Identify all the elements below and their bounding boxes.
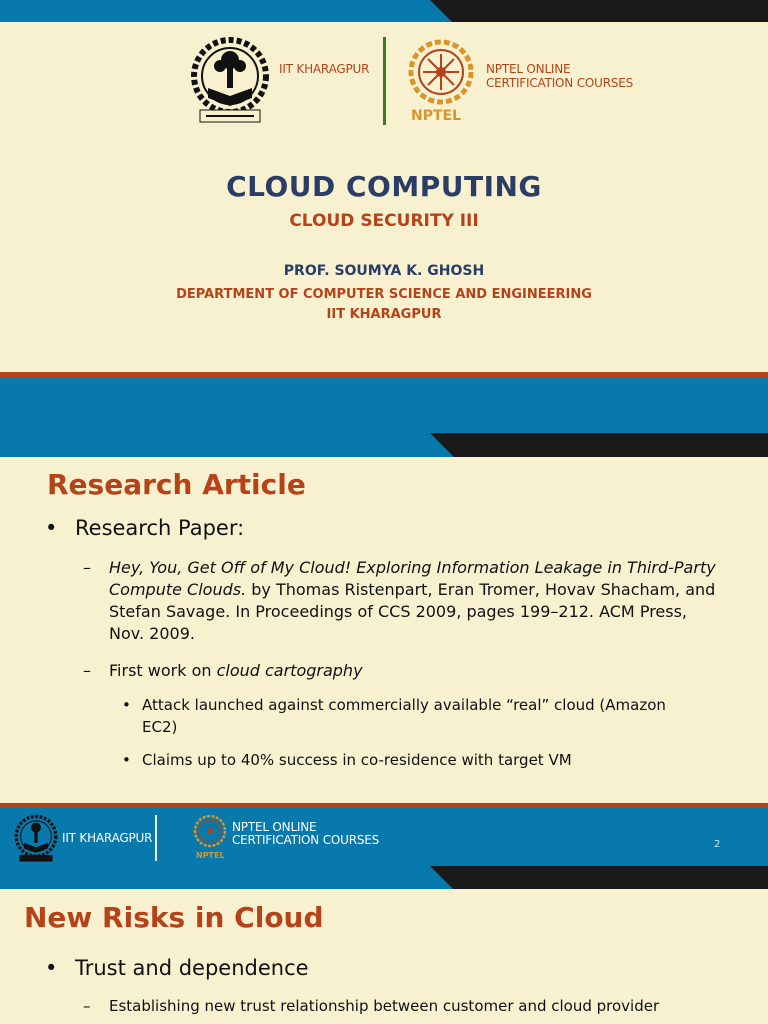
bullet-dot-icon: • — [45, 956, 58, 980]
footer-nptel-logo-icon — [192, 814, 228, 850]
footer-nptel-label — [232, 821, 379, 847]
department-name: DEPARTMENT OF COMPUTER SCIENCE AND ENGINEERING — [176, 287, 592, 302]
institute-name: IIT KHARAGPUR — [326, 307, 442, 322]
logo-divider — [383, 37, 386, 125]
slide2-first-work — [83, 660, 719, 682]
top-dark-corner — [430, 0, 768, 22]
dash-icon: – — [83, 661, 91, 680]
nptel-logo-icon — [405, 38, 477, 110]
slide2-footer-dark-corner — [430, 866, 768, 889]
paper-authors: by Thomas Ristenpart, Eran Tromer, Hovav Shacham, and Stefan Savage. In Proceedings of CCS 2009, pages 199–212. ACM Press, Nov. 2009. — [109, 580, 716, 643]
iit-kharagpur-label: IIT KHARAGPUR — [279, 62, 370, 76]
footer-nptel-line1: NPTEL ONLINE — [232, 820, 317, 834]
slide3-sub-bullet — [83, 995, 749, 1017]
slide2-dark-corner — [430, 433, 768, 457]
slide2-paper-citation — [83, 557, 719, 645]
dash-icon: – — [83, 997, 91, 1015]
footer-nptel-logo-label: NPTEL — [196, 851, 225, 860]
bullet-text: Trust and dependence — [75, 956, 309, 980]
bullet-dot-icon: • — [122, 751, 131, 769]
slide2-sub-bullet-1 — [122, 694, 702, 738]
footer-logo-divider — [155, 815, 157, 861]
sub-bullet-text: Claims up to 40% success in co-residence with target VM — [142, 751, 572, 769]
course-title: CLOUD COMPUTING — [226, 170, 542, 203]
footer-iit-label: IIT KHARAGPUR — [62, 831, 153, 845]
nptel-logo-label: NPTEL — [411, 108, 462, 124]
affiliation — [0, 285, 768, 325]
iit-kharagpur-logo-icon — [190, 36, 270, 126]
slide3-heading: New Risks in Cloud — [24, 901, 324, 934]
lecture-subtitle: CLOUD SECURITY III — [289, 211, 479, 231]
dash-icon: – — [83, 558, 91, 577]
nptel-label — [486, 62, 633, 90]
sub-bullet-text: Establishing new trust relationship between customer and cloud provider — [109, 997, 660, 1015]
nptel-label-line1: NPTEL ONLINE — [486, 62, 571, 76]
footer-nptel-line2: CERTIFICATION COURSES — [232, 833, 380, 847]
slide3-bullet-trust — [45, 956, 309, 980]
slide2-sub-bullet-2 — [122, 749, 702, 771]
footer-iit-logo-icon — [14, 814, 58, 864]
paper-title: Hey, You, Get Off of My Cloud! Exploring Information Leakage in Third-Party Compute Clouds. — [109, 558, 716, 599]
page-number: 2 — [714, 839, 721, 850]
sub-bullet-text: Attack launched against commercially available “real” cloud (Amazon EC2) — [142, 696, 666, 736]
slide2-bullet-research-paper — [45, 516, 245, 540]
bullet-dot-icon: • — [122, 696, 131, 714]
slide2-heading: Research Article — [47, 468, 306, 501]
bullet-text: Research Paper: — [75, 516, 245, 540]
first-work-prefix: First work on — [109, 661, 217, 680]
bullet-dot-icon: • — [45, 516, 58, 540]
first-work-emphasis: cloud cartography — [216, 661, 363, 680]
nptel-label-line2: CERTIFICATION COURSES — [486, 76, 634, 90]
professor-name: PROF. SOUMYA K. GHOSH — [283, 263, 485, 279]
